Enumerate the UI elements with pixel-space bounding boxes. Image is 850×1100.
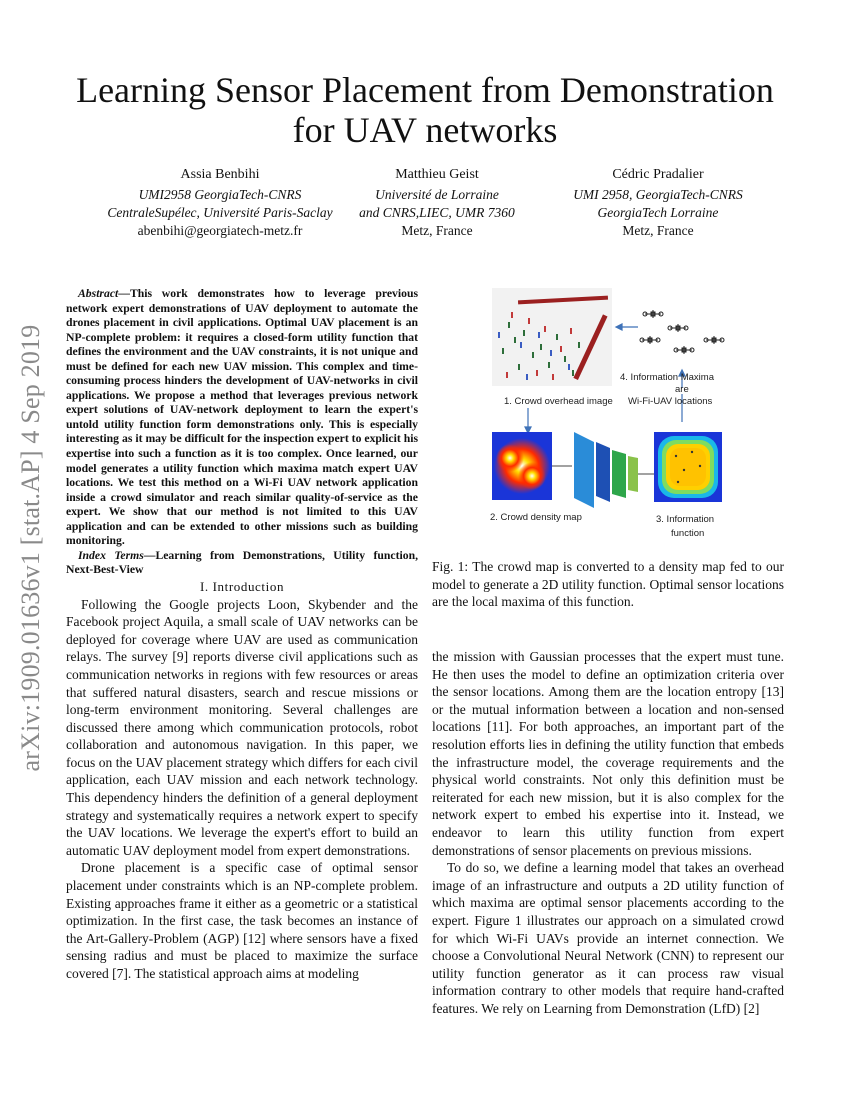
arxiv-id: arXiv:1909.01636v1 [stat.AP] 4 Sep 2019: [16, 324, 45, 772]
figure-label-4a: 4. Information Maxima: [620, 372, 714, 383]
author-name: Cédric Pradalier: [612, 167, 704, 182]
body-paragraph: Drone placement is a specific case of optimal sensor placement under constraints which is an NP-complete problem. Existing approaches frame it either as a geometric or a statistical optimization. In the first case, the task becomes an instance of the Art-Gallery-Problem (AGP) [12] where sensors have a fixed sensing radius and must be placed to maximize the surface covered [7]. The statistical approach aims at modeling: [66, 860, 418, 981]
abstract: [66, 287, 418, 578]
title-line-2: for UAV networks: [292, 110, 558, 150]
abstract-text: —This work demonstrates how to leverage previous network expert demonstrations of UAV deployment to automate the drones placement in civil applications. Optimal UAV placement is an NP-complete problem: it requires a closed-form utility function that defines the environment and the UAV constraints, it is not unique and must be defined for each new UAV mission. This complex and time-consuming process hinders the development of UAV-networks in civil applications. We propose a method that leverages previous network expert solutions of UAV-network deployment to learn the expert's untold utility function form demonstrations only. This is especially interesting as it may be difficult for the inspection expert to explicit his expertise into such a function as it is too complex. Once learned, our model generates a utility function which maxima match expert UAV locations. We test this method on a Wi-Fi UAV network application inside a crowd simulator and reach similar quality-of-service as the expert. We show that our method is not limited to this UAV application and can be extended to other missions such as building monitoring.: [66, 287, 418, 548]
figure-label-1: 1. Crowd overhead image: [504, 396, 613, 407]
paper-title: [40, 70, 810, 150]
abstract-paragraph: [66, 287, 418, 549]
information-function-map: [654, 432, 722, 502]
figure-label-4b: are: [675, 384, 689, 395]
title-line-1: Learning Sensor Placement from Demonstration: [76, 70, 774, 110]
section-heading: I. Introduction: [199, 578, 285, 594]
author-3: [518, 166, 798, 240]
author-contact: abenbihi@georgiatech-metz.fr: [137, 223, 303, 238]
left-column: [66, 287, 418, 983]
author-affiliation: UMI2958 GeorgiaTech-CNRS: [138, 187, 302, 202]
figure-caption: Fig. 1: The crowd map is converted to a density map fed to our model to generate a 2D utility function. Optimal sensor locations are the local maxima of this function.: [432, 559, 784, 610]
right-column: [432, 648, 784, 1017]
figure-label-4c: Wi-Fi-UAV locations: [628, 396, 713, 407]
arxiv-stamp: [14, 298, 48, 798]
author-affiliation: GeorgiaTech Lorraine: [597, 205, 719, 220]
author-contact: Metz, France: [401, 223, 473, 238]
figure-1: [488, 282, 788, 544]
body-paragraph: To do so, we define a learning model that takes an overhead image of an infrastructure and outputs a 2D utility function of which maxima are optimal sensor placements according to the expert. Figure 1 illustrates our approach on a simulated crowd for which Wi-Fi UAVs provide an internet connection. We choose a Convolutional Neural Network (CNN) to represent our utility function generator as it can process raw visual information contrary to other models that require hand-crafted features. We rely on Learning from Demonstration (LfD) [2]: [432, 860, 784, 1016]
index-terms-label: Index Terms: [78, 548, 144, 562]
author-affiliation: CentraleSupélec, Université Paris-Saclay: [107, 205, 333, 220]
figure-label-3b: function: [671, 528, 705, 539]
author-name: Assia Benbihi: [180, 167, 260, 182]
figure-label-3a: 3. Information: [656, 514, 715, 525]
index-terms: [66, 549, 418, 578]
body-paragraph: Following the Google projects Loon, Skybender and the Facebook project Aquila, a small scale of UAV networks can be deployed for coverage where UAV are used as communication relays. The survey [9] reports diverse civil applications such as communication networks in regions with few resources or areas that suffered natural disasters, search and rescue missions or long-term environment monitoring. Several challenges are discussed there among which communication protocols, robot collaboration and autonomous navigation. In this paper, we focus on the UAV placement strategy which differs for each civil application, each UAV mission and each network technology. This dependency hinders the definition of a general deployment strategy and systematically requires a network expert to specify the UAV locations. We leverage the expert's effort to build an automatic UAV deployment model from expert demonstrations.: [66, 596, 418, 858]
drone-icons: [640, 310, 724, 354]
author-name: Matthieu Geist: [395, 167, 479, 182]
author-affiliation: UMI 2958, GeorgiaTech-CNRS: [573, 187, 743, 202]
author-contact: Metz, France: [622, 223, 694, 238]
figure-1-graphic: [488, 282, 788, 544]
crowd-density-map: [492, 432, 552, 500]
body-paragraph: the mission with Gaussian processes that the expert must tune. He then uses the model to define an optimization criteria over the sensor locations. Among them are the location entropy [13] or the mutual information between a location and non-sensed locations [11]. For both approaches, an important part of the resolution efforts lies in defining the utility function that embeds the infrastructure model, the coverage requirements and the physical world constraints. Not only this definition must be reiterated for each new mission, but it is also complex for the network expert to embed his expertise into it. Instead, we endeavor to learn this utility function from expert demonstrations of sensor placements on previous missions.: [432, 649, 784, 858]
index-terms-text: —Learning from Demonstrations, Utility function, Next-Best-View: [66, 548, 418, 577]
abstract-label: Abstract: [78, 287, 119, 300]
author-affiliation: Université de Lorraine: [375, 187, 499, 202]
crowd-overhead-image: [492, 288, 612, 386]
author-affiliation: and CNRS,LIEC, UMR 7360: [359, 205, 515, 220]
figure-label-2: 2. Crowd density map: [490, 512, 582, 523]
cnn-diagram: [552, 432, 654, 508]
